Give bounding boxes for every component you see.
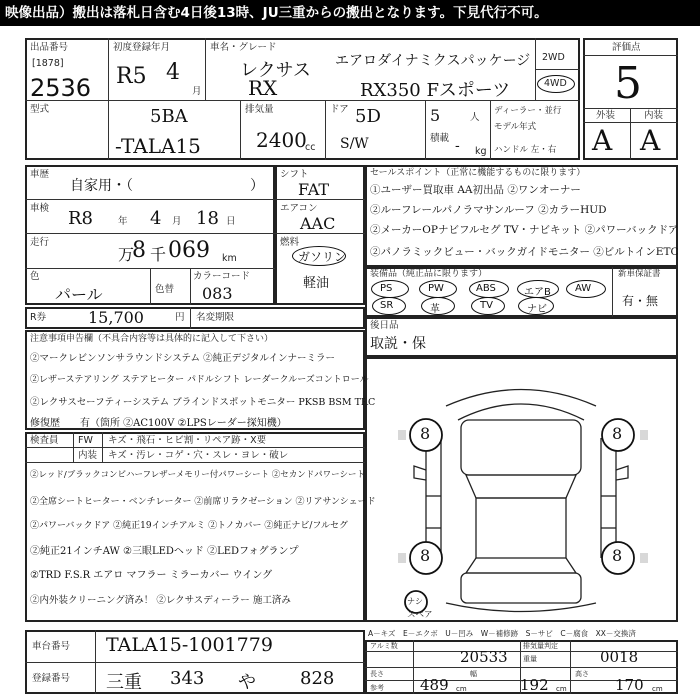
equip-sr-circle [372, 297, 406, 315]
equip-leather: 革 [430, 304, 440, 315]
sw-value: S/W [340, 136, 369, 152]
measure-label-judge: 排気量判定 [523, 642, 558, 650]
ac-label: エアコン [280, 203, 318, 214]
new-warranty-label: 新車保証書 [618, 269, 661, 279]
inspection-day: 18 [196, 208, 219, 229]
int-label: 内装 [644, 110, 664, 121]
fuel-diesel: 軽油 [303, 276, 330, 291]
equip-ps: PS [380, 283, 393, 294]
chassis-value: TALA15-1001779 [106, 634, 273, 656]
car-package: エアロダイナミクスパッケージ [335, 53, 531, 69]
mileage-sen: 千 [150, 245, 167, 264]
equip-ps-circle [371, 280, 409, 298]
car-label: 車名・グレード [210, 42, 277, 53]
tax-value: 15,700 [88, 308, 144, 327]
tire-fl: 8 [420, 424, 431, 443]
checks-line-2: ②全席シートヒーター・ベンチレーター ②前席リラクゼーション ②リアサンシェード [30, 497, 376, 507]
checks-line-1: ②レッド/ブラックコンビハーフレザーメモリー付パワーシート ②セカンドパワーシート [30, 470, 365, 480]
equip-label: 装備品（純正品に限ります） [370, 269, 488, 279]
seats-value: 5 [430, 106, 441, 125]
ext-label: 外装 [596, 110, 616, 121]
tire-fr: 8 [612, 424, 623, 443]
equip-tv: TV [480, 300, 493, 311]
usage-label: 車歴 [30, 169, 50, 180]
shift-label: シフト [280, 169, 309, 180]
plate-label: 登録番号 [32, 673, 71, 684]
equip-aw: AW [575, 283, 592, 294]
measure-label-hgt: 高さ [575, 670, 589, 678]
mileage-man: 万 [118, 245, 135, 264]
measure-width: 192 [520, 676, 549, 694]
reg-label: 初度登録年月 [113, 42, 171, 53]
measure-ref-label: 参考 [370, 684, 384, 692]
plate-num: 343 [170, 668, 205, 689]
lot-label: 出品番号 [30, 42, 69, 53]
equip-airbag: エアB [524, 287, 551, 298]
score-value: 5 [614, 58, 642, 109]
equip-aw-circle [566, 280, 606, 298]
notes-line-3: ②レクサスセーフティーシステム ブラインドスポットモニター PKSB BSM TRC [30, 397, 376, 408]
usage-close: ） [250, 178, 264, 194]
measure-length: 489 [420, 676, 449, 694]
transfer-label: 名変期限 [196, 312, 235, 323]
type-prefix: 5BA [150, 106, 188, 127]
measure-label-weight: 重量 [523, 655, 537, 663]
auction-banner: 映像出品）搬出は落札日含む4日後13時、JU三重からの搬出となります。下見代行不可。 [0, 0, 700, 26]
shift-value: FAT [298, 180, 330, 199]
drive-4wd: 4WD [544, 78, 567, 89]
checks-fw: キズ・飛石・ヒビ割・リペア跡・X要 [108, 435, 267, 446]
type-code: -TALA15 [115, 134, 201, 158]
sales-line-3: ②メーカーOPナビフルセグ TV・ナビキット ②パワーバックドア [370, 224, 679, 236]
measure-label-len: 長さ [370, 670, 384, 678]
reg-month-unit: 月 [192, 86, 202, 97]
cargo-unit: kg [475, 146, 487, 157]
inspection-month-unit: 月 [172, 216, 182, 227]
equip-abs: ABS [476, 283, 496, 294]
measure-length-unit: cm [456, 685, 467, 693]
doors-label: ドア [330, 104, 349, 115]
measure-label-wid: 幅 [470, 670, 477, 678]
cargo-label: 積載 [430, 133, 450, 144]
checks-fw-label: FW [78, 435, 93, 446]
fuel-label: 燃料 [280, 237, 300, 248]
checks-line-4: ②純正21インチAW ②三眼LEDヘッド ②LEDフォグランプ [30, 546, 299, 557]
equip-abs-circle [469, 280, 509, 298]
mileage-value: 8 [132, 238, 146, 263]
new-warranty-value: 有・無 [622, 294, 659, 308]
seats-unit: 人 [470, 112, 480, 123]
color-code-label: カラーコード [193, 271, 251, 282]
damage-legend: A－キズ E－エクボ U－凹み W－補修跡 S－サビ C－腐食 XX－交換済 [368, 629, 636, 638]
spare-value: ナシ [407, 597, 423, 606]
lot-number: 2536 [30, 74, 92, 102]
notes-line-1: ②マークレビンソンサラウンドシステム ②純正デジタルインナーミラー [30, 353, 336, 364]
color-changed-label: 色替 [155, 284, 175, 295]
color-label: 色 [30, 271, 40, 282]
cargo-value: - [455, 138, 460, 154]
disp-unit: cc [305, 142, 316, 153]
equip-navi: ナビ [527, 304, 547, 315]
notes-line-4: 修復歴 有（箇所 ②AC100V ②LPSレーダー探知機） [30, 418, 287, 429]
car-maker: レクサス [240, 60, 311, 81]
score-label: 評価点 [612, 42, 641, 53]
checks-title: 検査員 [30, 435, 59, 446]
car-model: RX [248, 76, 278, 100]
later-value: 取説・保 [370, 336, 426, 352]
notes-line-2: ②レザーステアリング ステアヒーター パドルシフト レーダークルーズコントロール [30, 375, 369, 385]
car-grade: RX350 Fスポーツ [360, 80, 511, 101]
inspection-year-unit: 年 [118, 216, 128, 227]
inspection-month: 4 [150, 208, 162, 229]
lot-sub: [1878] [32, 58, 64, 69]
later-label: 後日品 [370, 320, 399, 331]
equip-leather-circle [421, 297, 455, 315]
tire-rr: 8 [612, 546, 623, 565]
disp-value: 2400 [256, 128, 307, 152]
color-code: 083 [202, 284, 233, 303]
sales-line-1: ①ユーザー買取車 AA初出品 ②ワンオーナー [370, 184, 581, 196]
car-diagram [366, 358, 677, 621]
notes-label: 注意事項申告欄（不具合内容等は具体的に記入して下さい） [30, 334, 274, 344]
inspection-day-unit: 日 [226, 216, 236, 227]
mileage-unit: km [222, 253, 237, 264]
color-value: パール [55, 285, 103, 304]
plate-kana: や [238, 672, 256, 693]
doors-value: 5D [355, 106, 381, 127]
checks-line-5: ②TRD F.S.R エアロ マフラー ミラーカバー ウイング [30, 570, 273, 581]
measure-code2: 0018 [600, 648, 639, 666]
mileage-value2: 069 [168, 238, 210, 263]
tax-unit: 円 [175, 312, 185, 323]
measure-height: 170 [615, 676, 644, 694]
reg-month: 4 [166, 60, 180, 85]
reg-era: R5 [116, 64, 147, 89]
tax-label: R券 [30, 312, 47, 323]
usage-value: 自家用・（ [70, 178, 133, 194]
tire-rl: 8 [420, 546, 431, 565]
tax-panel [25, 307, 365, 329]
equip-pw-circle [419, 280, 457, 298]
drive-2wd: 2WD [542, 52, 565, 63]
inspection-label: 車検 [30, 203, 50, 214]
equip-sr: SR [380, 300, 394, 311]
checks-in-label: 内装 [78, 450, 98, 461]
plate-region: 三重 [106, 672, 142, 693]
dealer-label: ディーラー・並行 [494, 106, 562, 116]
measure-width-unit: cm [556, 685, 567, 693]
int-score: A [640, 124, 661, 157]
sales-label: セールスポイント（正常に機能するものに限ります） [370, 168, 586, 178]
measure-code: 20533 [460, 648, 508, 666]
chassis-label: 車台番号 [32, 641, 71, 652]
disp-label: 排気量 [245, 104, 274, 115]
type-label: 型式 [30, 104, 50, 115]
spare-label: スペア [407, 610, 433, 620]
equip-tv-circle [471, 297, 505, 315]
sales-line-4: ②パノラミックビュー・バックガイドモニター ②ビルトインETC [370, 246, 679, 258]
equip-airbag-circle [517, 280, 559, 298]
checks-line-6: ②内外装クリーニング済み！ ②レクサスディーラー 施工済み [30, 595, 291, 606]
equip-navi-circle [518, 297, 554, 315]
inspection-era: R8 [68, 208, 94, 229]
checks-line-3: ②パワーバックドア ②純正19インチアルミ ②トノカバー ②純正ナビ/フルセグ [30, 521, 348, 531]
ac-value: AAC [300, 214, 336, 233]
ext-score: A [592, 124, 613, 157]
equip-pw: PW [428, 283, 444, 294]
model-year-label: モデル年式 [494, 122, 537, 132]
fuel-gasoline: ガソリン [298, 250, 347, 264]
plate-num2: 828 [300, 668, 335, 689]
handle-label: ハンドル 左・右 [494, 145, 557, 155]
checks-in: キズ・汚レ・コゲ・穴・スレ・ヨレ・破レ [108, 450, 289, 461]
mileage-label: 走行 [30, 237, 50, 248]
measure-height-unit: cm [652, 685, 663, 693]
measure-label-alumi: アルミ数 [370, 642, 398, 650]
sales-line-2: ②ルーフレールパノラマサンルーフ ②カラーHUD [370, 204, 607, 216]
